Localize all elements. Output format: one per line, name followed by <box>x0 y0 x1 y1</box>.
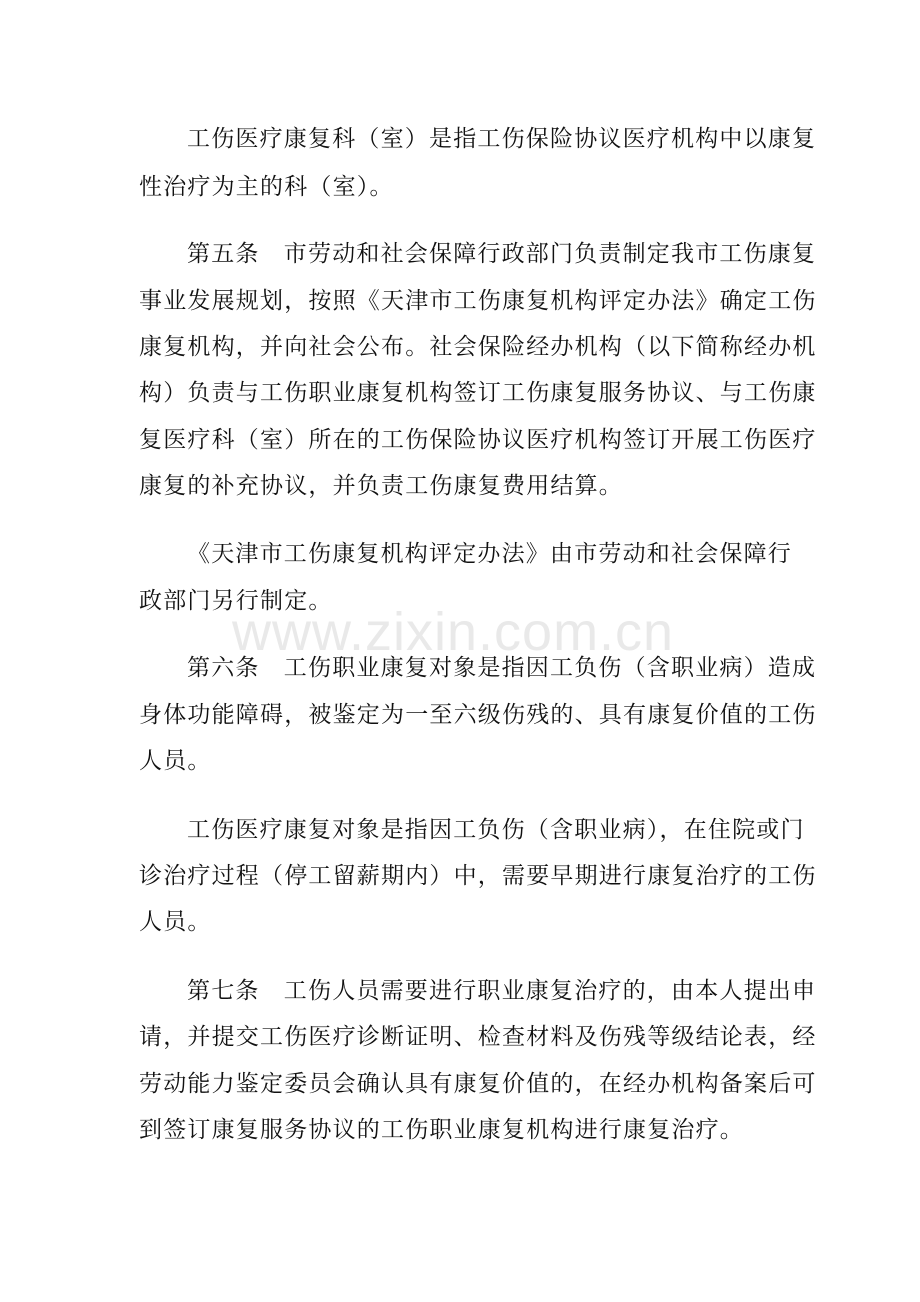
paragraph-2-line-6: 康复的补充协议，并负责工伤康复费用结算。 <box>139 473 623 499</box>
paragraph-2-line-5: 复医疗科（室）所在的工伤保险协议医疗机构签订开展工伤医疗 <box>139 427 817 453</box>
watermark: www.zixin.com.cn <box>232 602 675 662</box>
paragraph-3-line-2: 政部门另行制定。 <box>139 588 333 614</box>
paragraph-2-line-2: 事业发展规划，按照《天津市工伤康复机构评定办法》确定工伤 <box>139 288 817 314</box>
paragraph-2-line-4: 构）负责与工伤职业康复机构签订工伤康复服务协议、与工伤康 <box>139 380 817 406</box>
paragraph-5-line-1: 工伤医疗康复对象是指因工负伤（含职业病），在住院或门 <box>187 817 805 843</box>
paragraph-6-line-4: 到签订康复服务协议的工伤职业康复机构进行康复治疗。 <box>139 1117 744 1143</box>
paragraph-2-line-1: 第五条 市劳动和社会保障行政部门负责制定我市工伤康复 <box>187 241 817 267</box>
paragraph-2-line-3: 康复机构，并向社会公布。社会保险经办机构（以下简称经办机 <box>139 334 817 360</box>
paragraph-1-line-2: 性治疗为主的科（室）。 <box>139 174 394 200</box>
paragraph-6-line-1: 第七条 工伤人员需要进行职业康复治疗的，由本人提出申 <box>187 978 817 1004</box>
paragraph-4-line-3: 人员。 <box>139 748 212 774</box>
paragraph-4-line-2: 身体功能障碍，被鉴定为一至六级伤残的、具有康复价值的工伤 <box>139 702 817 728</box>
paragraph-6-line-3: 劳动能力鉴定委员会确认具有康复价值的，在经办机构备案后可 <box>139 1071 817 1097</box>
paragraph-3-line-1: 《天津市工伤康复机构评定办法》由市劳动和社会保障行 <box>187 541 792 567</box>
paragraph-5-line-2: 诊治疗过程（停工留薪期内）中，需要早期进行康复治疗的工伤 <box>139 863 817 889</box>
paragraph-1-line-1: 工伤医疗康复科（室）是指工伤保险协议医疗机构中以康复 <box>187 126 817 152</box>
paragraph-6-line-2: 请，并提交工伤医疗诊断证明、检查材料及伤残等级结论表，经 <box>139 1024 817 1050</box>
paragraph-5-line-3: 人员。 <box>139 909 212 935</box>
paragraph-4-line-1: 第六条 工伤职业康复对象是指因工负伤（含职业病）造成 <box>187 655 817 681</box>
